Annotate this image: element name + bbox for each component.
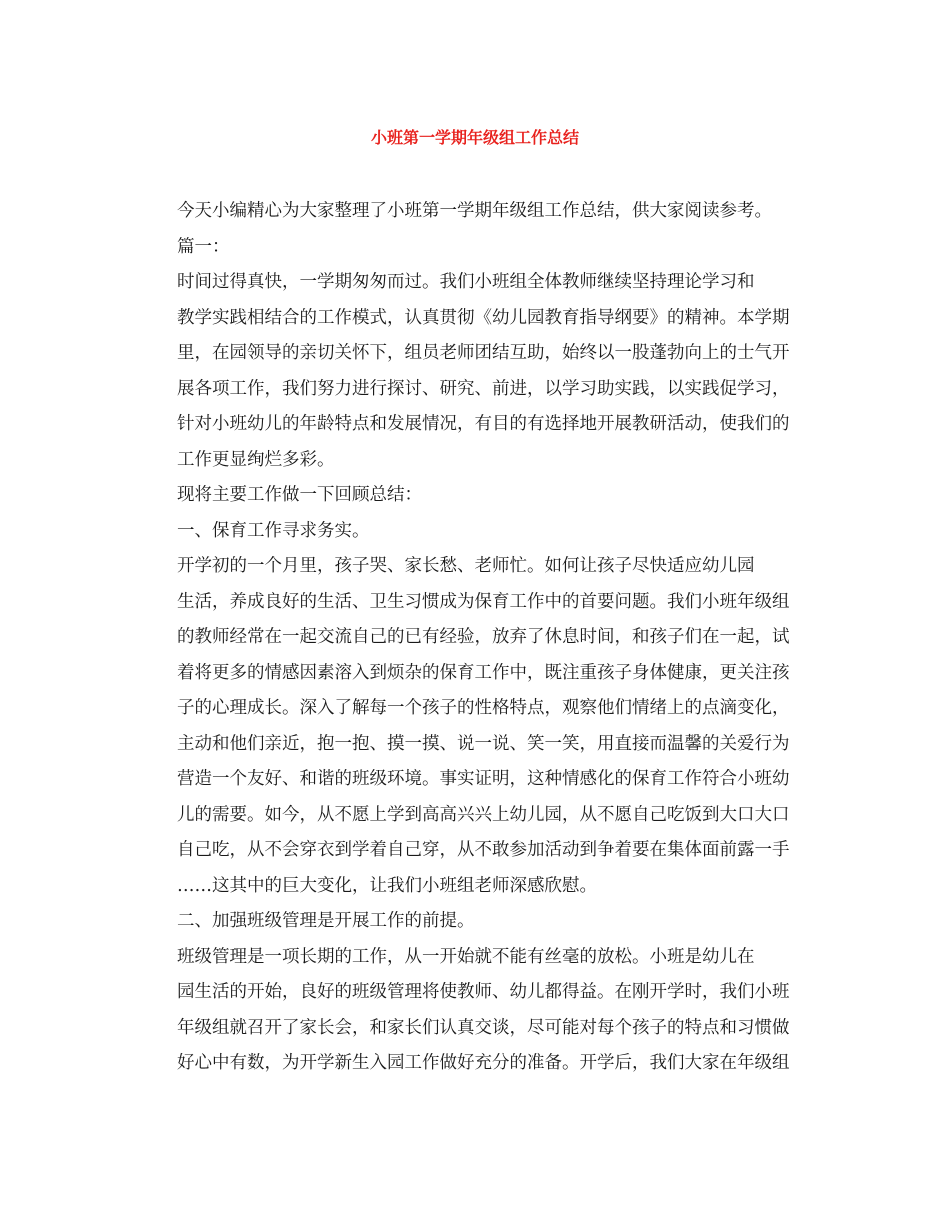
paragraph-section-label [142, 230, 812, 266]
text-line: 一、保育工作寻求务实。 [177, 520, 370, 541]
text-line: 展各项工作，我们努力进行探讨、研究、前进，以学习助实践，以实践促学习， [177, 378, 790, 399]
document-body [142, 194, 812, 1082]
text-line: 生活，养成良好的生活、卫生习惯成为保育工作中的首要问题。我们小班年级组 [177, 591, 790, 612]
text-line: 着将更多的情感因素溶入到烦杂的保育工作中，既注重孩子身体健康，更关注孩 [177, 662, 790, 683]
paragraph-care-work [142, 549, 812, 904]
text-line: 儿的需要。如今，从不愿上学到高高兴兴上幼儿园，从不愿自己吃饭到大口大口 [177, 804, 790, 825]
text-line: 班级管理是一项长期的工作，从一开始就不能有丝毫的放松。小班是幼儿在 [177, 946, 755, 967]
text-line: 篇一： [177, 236, 230, 257]
text-line: 子的心理成长。深入了解每一个孩子的性格特点，观察他们情绪上的点滴变化， [177, 698, 790, 718]
paragraph-overview [142, 265, 812, 478]
text-line: 现将主要工作做一下回顾总结： [177, 485, 422, 505]
paragraph-intro [142, 194, 812, 230]
text-line: 的教师经常在一起交流自己的已有经验，放弃了休息时间，和孩子们在一起，试 [177, 627, 790, 647]
paragraph-class-management [142, 940, 812, 1082]
text-line: ……这其中的巨大变化，让我们小班组老师深感欣慰。 [177, 875, 597, 896]
text-line: 开学初的一个月里，孩子哭、家长愁、老师忙。如何让孩子尽快适应幼儿园 [177, 556, 755, 576]
text-line: 园生活的开始，良好的班级管理将使教师、幼儿都得益。在刚开学时，我们小班 [177, 982, 790, 1002]
text-line: 工作更显绚烂多彩。 [177, 449, 335, 470]
heading-section-1 [142, 514, 812, 550]
paragraph-summary-intro [142, 478, 812, 514]
text-line: 二、加强班级管理是开展工作的前提。 [177, 911, 475, 931]
heading-section-2 [142, 904, 812, 940]
text-line: 年级组就召开了家长会，和家长们认真交谈，尽可能对每个孩子的特点和习惯做 [177, 1017, 790, 1038]
text-line: 里，在园领导的亲切关怀下，组员老师团结互助，始终以一股蓬勃向上的士气开 [177, 343, 790, 363]
text-line: 时间过得真快，一学期匆匆而过。我们小班组全体教师继续坚持理论学习和 [177, 272, 755, 292]
text-line: 今天小编精心为大家整理了小班第一学期年级组工作总结，供大家阅读参考。 [177, 201, 772, 221]
document-title: 小班第一学期年级组工作总结 [370, 128, 579, 147]
text-line: 营造一个友好、和谐的班级环境。事实证明，这种情感化的保育工作符合小班幼 [177, 769, 790, 789]
text-line: 教学实践相结合的工作模式，认真贯彻《幼儿园教育指导纲要》的精神。本学期 [177, 307, 790, 328]
text-line: 针对小班幼儿的年龄特点和发展情况，有目的有选择地开展教研活动，使我们的 [177, 414, 790, 434]
text-line: 主动和他们亲近，抱一抱、摸一摸、说一说、笑一笑，用直接而温馨的关爱行为 [177, 733, 790, 754]
text-line: 好心中有数，为开学新生入园工作做好充分的准备。开学后，我们大家在年级组 [177, 1053, 790, 1073]
text-line: 自己吃，从不会穿衣到学着自己穿，从不敢参加活动到争着要在集体面前露一手 [177, 840, 790, 860]
